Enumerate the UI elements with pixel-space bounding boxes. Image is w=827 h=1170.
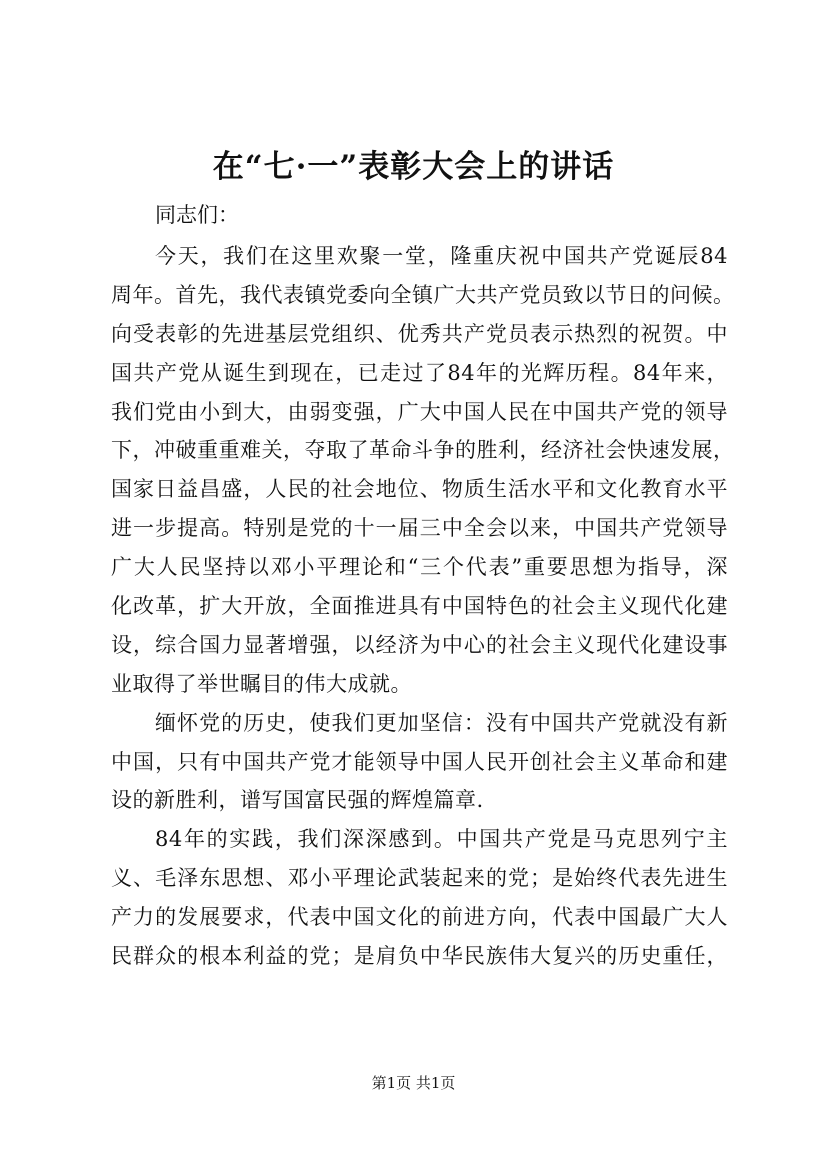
body-line: 中国，只有中国共产党才能领导中国人民开创社会主义革命和建 — [111, 749, 728, 774]
body-line: 产力的发展要求，代表中国文化的前进方向，代表中国最广大人 — [111, 905, 728, 930]
body-line: 设，综合国力显著增强，以经济为中心的社会主义现代化建设事 — [111, 632, 728, 657]
body-line: 国家日益昌盛，人民的社会地位、物质生活水平和文化教育水平 — [111, 477, 728, 502]
body-line: 缅怀党的历史，使我们更加坚信：没有中国共产党就没有新 — [155, 710, 728, 735]
document-title: 在“七·一”表彰大会上的讲话 — [212, 149, 615, 185]
body-line: 化改革，扩大开放，全面推进具有中国特色的社会主义现代化建 — [111, 594, 728, 619]
body-line: 业取得了举世瞩目的伟大成就。 — [111, 671, 412, 696]
salutation: 同志们： — [155, 203, 239, 227]
body-line: 设的新胜利，谱写国富民强的辉煌篇章. — [111, 788, 484, 813]
body-line: 国共产党从诞生到现在，已走过了84年的光辉历程。84年来， — [111, 360, 728, 385]
document-body — [111, 237, 735, 976]
body-line: 广大人民坚持以邓小平理论和“三个代表”重要思想为指导，深 — [111, 555, 728, 580]
body-line: 民群众的根本利益的党；是肩负中华民族伟大复兴的历史重任， — [111, 944, 728, 969]
body-line: 义、毛泽东思想、邓小平理论武装起来的党；是始终代表先进生 — [111, 866, 728, 891]
page-footer: 第1页 共1页 — [371, 1074, 456, 1092]
body-line: 我们党由小到大，由弱变强，广大中国人民在中国共产党的领导 — [111, 399, 728, 424]
body-line: 周年。首先，我代表镇党委向全镇广大共产党员致以节日的问候。 — [111, 282, 735, 307]
body-line: 向受表彰的先进基层党组织、优秀共产党员表示热烈的祝贺。中 — [111, 321, 728, 346]
body-line: 进一步提高。特别是党的十一届三中全会以来，中国共产党领导 — [111, 516, 728, 541]
body-line: 下，冲破重重难关，夺取了革命斗争的胜利，经济社会快速发展， — [111, 438, 735, 463]
body-line: 今天，我们在这里欢聚一堂，隆重庆祝中国共产党诞辰84 — [155, 244, 728, 268]
body-line: 84年的实践，我们深深感到。中国共产党是马克思列宁主 — [155, 827, 728, 852]
